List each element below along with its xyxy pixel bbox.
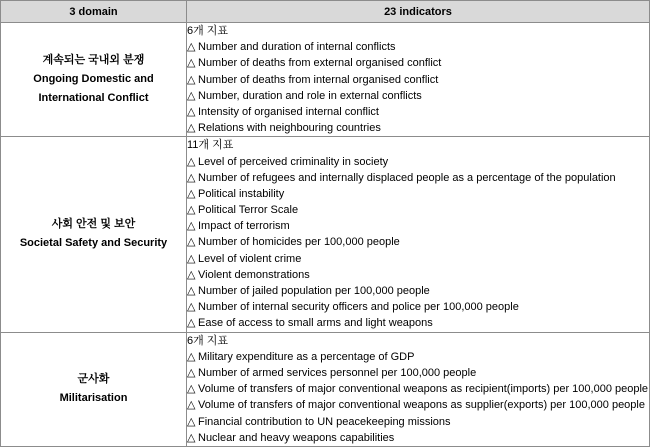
- indicator-cell: [187, 332, 650, 446]
- indicators-column-header: 23 indicators: [187, 1, 650, 23]
- indicator-text: Military expenditure as a percentage of GDP: [198, 350, 415, 363]
- indicator-text: Number of deaths from internal organised conflict: [198, 73, 439, 86]
- list-item: [187, 397, 649, 413]
- indicator-count: 11개 지표: [187, 139, 234, 152]
- triangle-bullet-icon: △: [187, 415, 196, 428]
- indicator-text: Number of jailed population per 100,000 people: [198, 285, 430, 297]
- list-item: [187, 72, 649, 88]
- header-row: [1, 1, 650, 23]
- domain-name-english: Militarisation: [59, 392, 128, 405]
- indicator-count: 6개 지표: [187, 334, 229, 347]
- triangle-bullet-icon: △: [187, 399, 196, 412]
- triangle-bullet-icon: △: [187, 89, 196, 102]
- domain-name-english: International Conflict: [38, 92, 149, 105]
- triangle-bullet-icon: △: [187, 41, 196, 54]
- triangle-bullet-icon: △: [187, 155, 196, 168]
- indicator-text: Level of perceived criminality in society: [198, 155, 389, 168]
- list-item: [187, 55, 649, 71]
- list-item: [187, 88, 649, 104]
- triangle-bullet-icon: △: [187, 285, 196, 297]
- indicator-text: Volume of transfers of major conventional weapons as supplier(exports) per 100,000 people: [198, 399, 645, 412]
- list-item: [187, 315, 649, 331]
- domain-name-korean: 사회 안전 및 보안: [51, 218, 136, 231]
- indicator-text: Political Terror Scale: [198, 204, 299, 217]
- domain-cell: [1, 137, 187, 332]
- indicator-text: Ease of access to small arms and light weapons: [198, 317, 433, 330]
- indicator-cell: [187, 23, 650, 137]
- indicator-text: Volume of transfers of major conventional weapons as recipient(imports) per 100,000 people: [198, 383, 649, 396]
- list-item: [187, 170, 649, 186]
- indicator-text: Number of homicides per 100,000 people: [198, 236, 400, 249]
- list-item: [187, 251, 649, 267]
- triangle-bullet-icon: △: [187, 187, 196, 200]
- triangle-bullet-icon: △: [187, 105, 196, 118]
- indicator-text: Number and duration of internal conflicts: [198, 41, 396, 54]
- indicator-text: Violent demonstrations: [198, 268, 310, 281]
- domain-column-header: 3 domain: [1, 1, 187, 23]
- list-item: [187, 283, 649, 299]
- list-item: [187, 202, 649, 218]
- triangle-bullet-icon: △: [187, 252, 196, 265]
- list-item: [187, 234, 649, 250]
- domain-cell: [1, 332, 187, 446]
- table-row: [1, 332, 650, 446]
- domain-name-english: Societal Safety and Security: [19, 237, 168, 250]
- list-item: [187, 120, 649, 136]
- triangle-bullet-icon: △: [187, 366, 196, 379]
- table-row: [1, 137, 650, 332]
- triangle-bullet-icon: △: [187, 383, 196, 396]
- list-item: [187, 365, 649, 381]
- indicator-text: Nuclear and heavy weapons capabilities: [198, 431, 395, 444]
- triangle-bullet-icon: △: [187, 57, 196, 70]
- list-item: [187, 218, 649, 234]
- indicator-text: Number of armed services personnel per 100,000 people: [198, 366, 477, 379]
- triangle-bullet-icon: △: [187, 317, 196, 330]
- triangle-bullet-icon: △: [187, 236, 196, 249]
- triangle-bullet-icon: △: [187, 268, 196, 281]
- triangle-bullet-icon: △: [187, 122, 196, 135]
- triangle-bullet-icon: △: [187, 431, 196, 444]
- list-item: [187, 299, 649, 315]
- triangle-bullet-icon: △: [187, 73, 196, 86]
- indicator-text: Number of deaths from external organised conflict: [198, 57, 442, 70]
- list-item: [187, 381, 649, 397]
- indicator-text: Political instability: [198, 187, 285, 200]
- indicator-text: Number of internal security officers and police per 100,000 people: [198, 301, 519, 314]
- list-item: [187, 430, 649, 446]
- triangle-bullet-icon: △: [187, 204, 196, 217]
- list-item: [187, 267, 649, 283]
- domain-name-english: Ongoing Domestic and: [33, 73, 154, 86]
- indicator-cell: [187, 137, 650, 332]
- list-item: [187, 104, 649, 120]
- indicator-text: Number of refugees and internally displaced people as a percentage of the population: [198, 171, 616, 184]
- indicator-text: Level of violent crime: [198, 252, 302, 265]
- list-item: [187, 349, 649, 365]
- indicator-text: Intensity of organised internal conflict: [198, 105, 379, 118]
- indicator-text: Number, duration and role in external conflicts: [198, 89, 422, 102]
- domain-name-korean: 계속되는 국내외 분쟁: [42, 54, 145, 67]
- triangle-bullet-icon: △: [187, 171, 196, 184]
- table-row: [1, 23, 650, 137]
- indicator-text: Financial contribution to UN peacekeeping missions: [198, 415, 451, 428]
- list-item: [187, 154, 649, 170]
- triangle-bullet-icon: △: [187, 350, 196, 363]
- indicator-text: Relations with neighbouring countries: [198, 122, 381, 135]
- indicator-count: 6개 지표: [187, 25, 229, 37]
- triangle-bullet-icon: △: [187, 220, 196, 233]
- indicator-text: Impact of terrorism: [198, 220, 290, 233]
- list-item: [187, 39, 649, 55]
- triangle-bullet-icon: △: [187, 301, 196, 314]
- list-item: [187, 414, 649, 430]
- list-item: [187, 186, 649, 202]
- domain-cell: [1, 23, 187, 137]
- table-body: [1, 23, 650, 447]
- domain-name-korean: 군사화: [77, 373, 110, 386]
